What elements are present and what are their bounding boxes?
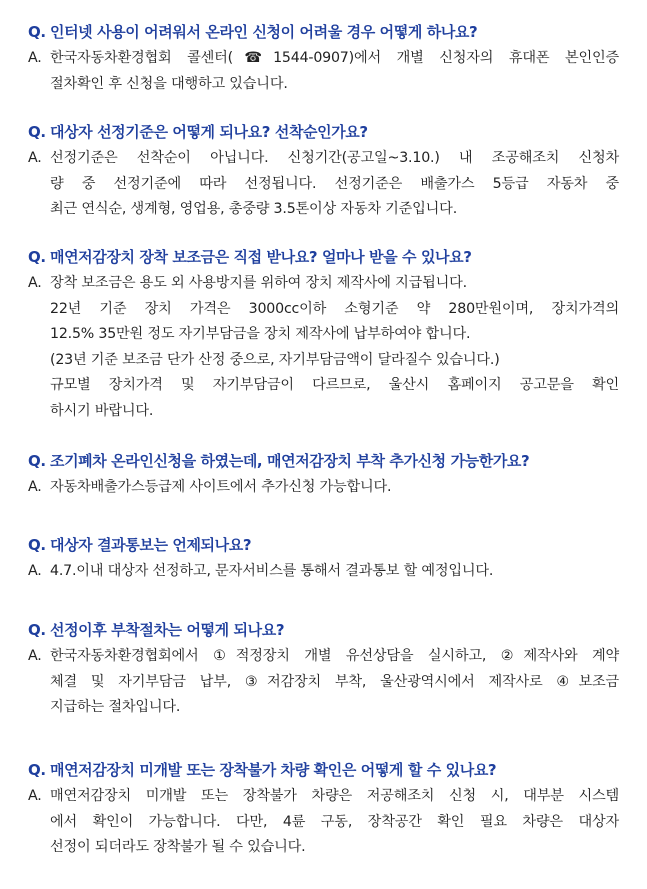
answer-line: 12.5% 35만원 정도 자기부담금을 장치 제작사에 납부하여야 합니다. bbox=[50, 326, 471, 342]
faq-question bbox=[28, 760, 619, 780]
answer-line: 규모별 장치가격 및 자기부담금이 다르므로, 울산시 홈페이지 공고문을 확인 bbox=[50, 377, 619, 393]
answer-line: 에서 확인이 가능합니다. 다만, 4륜 구동, 장착공간 확인 필요 차량은 대상자 bbox=[50, 813, 619, 830]
faq-item bbox=[28, 535, 619, 585]
faq-answer bbox=[28, 784, 619, 861]
answer-line: 선정기준은 선착순이 아닙니다. 신청기간(공고일~3.10.) 내 조공해조치 신청차 bbox=[50, 150, 619, 166]
answer-line: 22년 기준 장치 가격은 3000cc이하 소형기준 약 280만원이며, 장치가격의 bbox=[50, 300, 619, 317]
faq-question bbox=[28, 535, 619, 555]
answer-line: 매연저감장치 미개발 또는 장착불가 차량은 저공해조치 신청 시, 대부분 시스템 bbox=[50, 788, 619, 804]
answer-line: 량 중 선정기준에 따라 선정됩니다. 선정기준은 배출가스 5등급 자동차 중 bbox=[50, 175, 619, 192]
answer-line: 하시기 바랍니다. bbox=[50, 402, 154, 419]
answer-line: 절차확인 후 신청을 대행하고 있습니다. bbox=[50, 75, 288, 92]
faq-question bbox=[28, 247, 619, 267]
question-text: 조기폐차 온라인신청을 하였는데, 매연저감장치 부착 추가신청 가능한가요? bbox=[50, 452, 530, 470]
answer-marker: A. bbox=[28, 648, 42, 664]
faq-question bbox=[28, 620, 619, 640]
question-marker: Q. bbox=[28, 621, 46, 639]
faq-answer bbox=[28, 475, 619, 501]
faq-question bbox=[28, 122, 619, 142]
faq-answer bbox=[28, 644, 619, 721]
answer-line: 자동차배출가스등급제 사이트에서 추가신청 가능합니다. bbox=[50, 479, 392, 495]
question-text: 대상자 결과통보는 언제되나요? bbox=[50, 536, 252, 554]
question-marker: Q. bbox=[28, 23, 46, 41]
faq-item bbox=[28, 247, 619, 424]
answer-line: 한국자동차환경협회에서 ①적정장치 개별 유선상담을 실시하고, ②제작사와 계약 bbox=[50, 648, 619, 664]
question-marker: Q. bbox=[28, 123, 46, 141]
question-marker: Q. bbox=[28, 452, 46, 470]
faq-answer bbox=[28, 271, 619, 424]
faq-item bbox=[28, 122, 619, 223]
answer-line: 지급하는 절차입니다. bbox=[50, 699, 181, 715]
question-text: 매연저감장치 미개발 또는 장착불가 차량 확인은 어떻게 할 수 있나요? bbox=[50, 761, 497, 779]
question-text: 매연저감장치 장착 보조금은 직접 받나요? 얼마나 받을 수 있나요? bbox=[50, 248, 472, 266]
answer-line: 장착 보조금은 용도 외 사용방지를 위하여 장치 제작사에 지급됩니다. bbox=[50, 275, 467, 291]
answer-line: 한국자동차환경협회 콜센터(☎1544-0907)에서 개별 신청자의 휴대폰 본인인증 bbox=[50, 50, 619, 66]
answer-line: 최근 연식순, 생계형, 영업용, 총중량 3.5톤이상 자동차 기준입니다. bbox=[50, 201, 458, 217]
question-text: 선정이후 부착절차는 어떻게 되나요? bbox=[50, 621, 285, 639]
answer-line: 4.7.이내 대상자 선정하고, 문자서비스를 통해서 결과통보 할 예정입니다. bbox=[50, 563, 494, 579]
faq-answer bbox=[28, 146, 619, 223]
faq-item bbox=[28, 451, 619, 501]
faq-item bbox=[28, 620, 619, 721]
answer-line: (23년 기준 보조금 단가 산정 중으로, 자기부담금액이 달라질수 있습니다.) bbox=[50, 351, 500, 368]
answer-marker: A. bbox=[28, 275, 42, 291]
question-marker: Q. bbox=[28, 761, 46, 779]
faq-answer bbox=[28, 46, 619, 97]
faq-question bbox=[28, 22, 619, 42]
faq-question bbox=[28, 451, 619, 471]
question-text: 인터넷 사용이 어려워서 온라인 신청이 어려울 경우 어떻게 하나요? bbox=[50, 23, 478, 41]
answer-line: 체결 및 자기부담금 납부, ③저감장치 부착, 울산광역시에서 제작사로 ④보조금 bbox=[50, 673, 619, 690]
question-marker: Q. bbox=[28, 248, 46, 266]
faq-item bbox=[28, 760, 619, 861]
question-text: 대상자 선정기준은 어떻게 되나요? 선착순인가요? bbox=[50, 123, 368, 141]
answer-marker: A. bbox=[28, 479, 42, 495]
answer-marker: A. bbox=[28, 50, 42, 66]
faq-answer bbox=[28, 559, 619, 585]
faq-item bbox=[28, 22, 619, 97]
answer-marker: A. bbox=[28, 150, 42, 166]
question-marker: Q. bbox=[28, 536, 46, 554]
answer-line: 선정이 되더라도 장착불가 될 수 있습니다. bbox=[50, 839, 306, 855]
answer-marker: A. bbox=[28, 563, 42, 579]
answer-marker: A. bbox=[28, 788, 42, 804]
